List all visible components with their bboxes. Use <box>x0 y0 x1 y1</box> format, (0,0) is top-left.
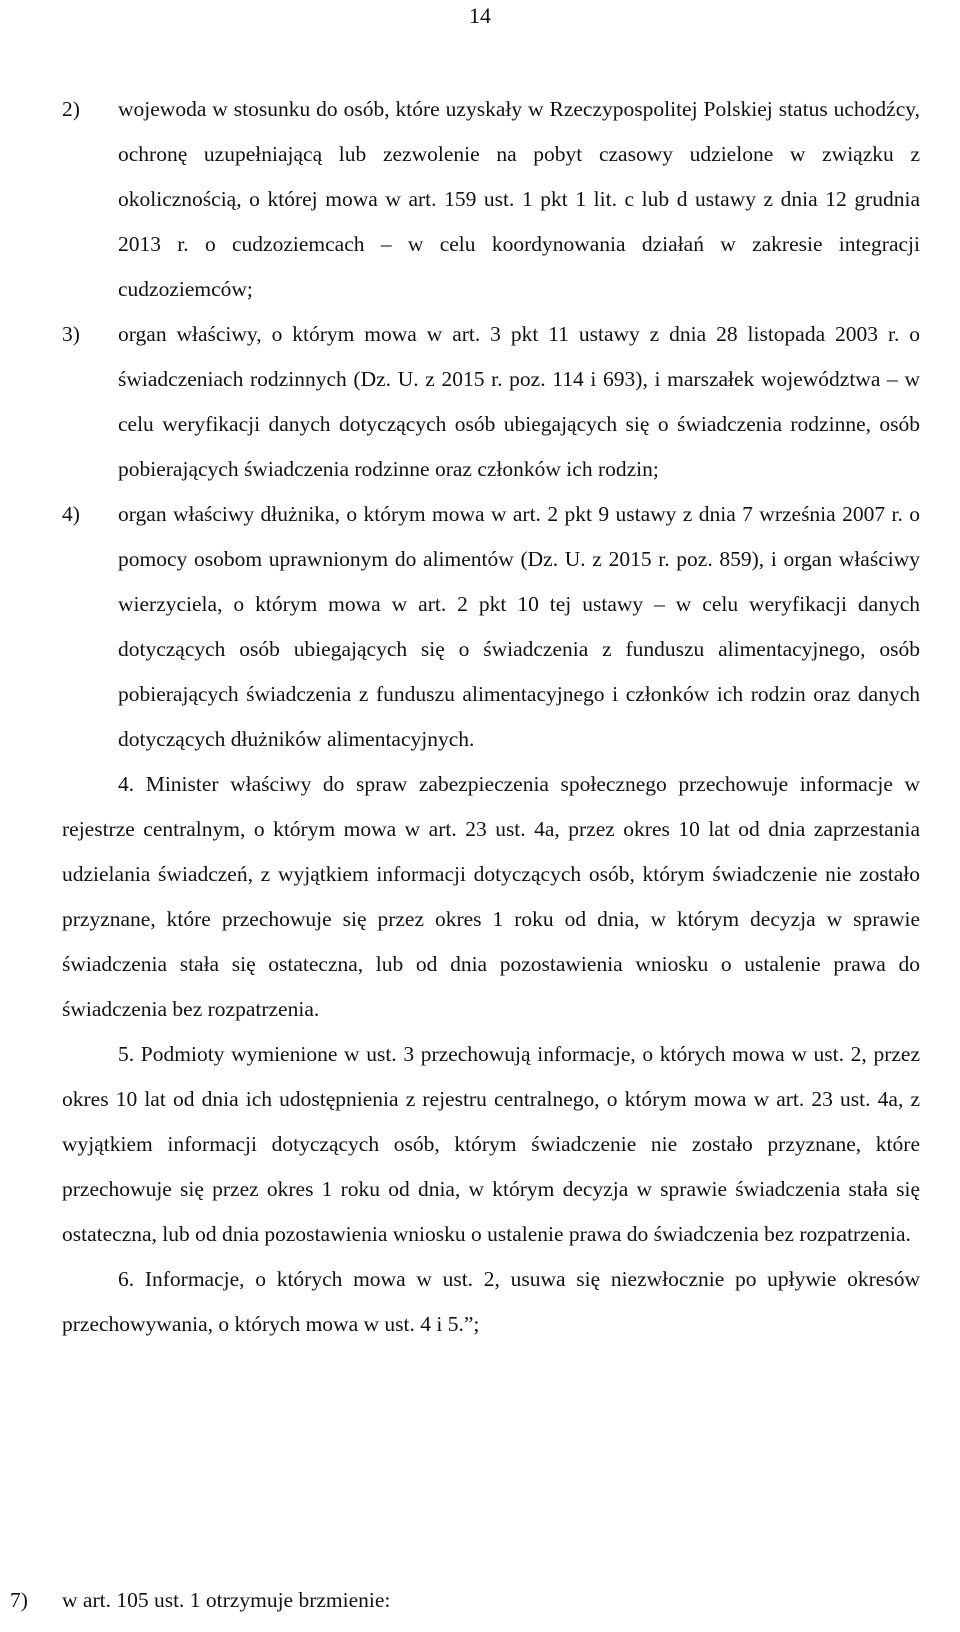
list-item-text: wojewoda w stosunku do osób, które uzyskały w Rzeczypospolitej Polskiej status uchodźcy, ochronę uzupełniającą lub zezwolenie na pobyt czasowy udzielone w związku z okolicznością, o której mowa w art. 159 ust. 1 pkt 1 lit. c lub d ustawy z dnia 12 grudnia 2013 r. o cudzoziemcach – w celu koordynowania działań w zakresie integracji cudzoziemców; <box>118 97 920 301</box>
document-body <box>62 87 920 1347</box>
list-item-7 <box>10 1578 390 1623</box>
list-item-text: organ właściwy, o którym mowa w art. 3 pkt 11 ustawy z dnia 28 listopada 2003 r. o świadczeniach rodzinnych (Dz. U. z 2015 r. poz. 114 i 693), i marszałek województwa – w celu weryfikacji danych dotyczących osób ubiegających się o świadczenia rodzinne, osób pobierających świadczenia rodzinne oraz członków ich rodzin; <box>118 322 920 481</box>
paragraph-4: 4. Minister właściwy do spraw zabezpieczenia społecznego przechowuje informacje w rejestrze centralnym, o którym mowa w art. 23 ust. 4a, przez okres 10 lat od dnia zaprzestania udzielania świadczeń, z wyjątkiem informacji dotyczących osób, którym świadczenie nie zostało przyznane, które przechowuje się przez okres 1 roku od dnia, w którym decyzja w sprawie świadczenia stała się ostateczna, lub od dnia pozostawienia wniosku o ustalenie prawa do świadczenia bez rozpatrzenia. <box>62 772 920 1021</box>
paragraph-6: 6. Informacje, o których mowa w ust. 2, usuwa się niezwłocznie po upływie okresów przechowywania, o których mowa w ust. 4 i 5.”; <box>62 1267 920 1336</box>
list-item-text: organ właściwy dłużnika, o którym mowa w art. 2 pkt 9 ustawy z dnia 7 września 2007 r. o pomocy osobom uprawnionym do alimentów (Dz. U. z 2015 r. poz. 859), i organ właściwy wierzyciela, o którym mowa w art. 2 pkt 10 tej ustawy – w celu weryfikacji danych dotyczących osób ubiegających się o świadczenia z funduszu alimentacyjnego, osób pobierających świadczenia z funduszu alimentacyjnego i członków ich rodzin oraz danych dotyczących dłużników alimentacyjnych. <box>118 502 920 751</box>
list-item-2 <box>62 87 920 312</box>
list-item-4 <box>62 492 920 762</box>
list-item-number: 3) <box>62 322 80 346</box>
list-item-number: 7) <box>10 1588 28 1612</box>
list-item-text: w art. 105 ust. 1 otrzymuje brzmienie: <box>62 1588 391 1612</box>
list-item-number: 4) <box>62 502 80 526</box>
list-item-3 <box>62 312 920 492</box>
list-item-number: 2) <box>62 97 80 121</box>
paragraph-5: 5. Podmioty wymienione w ust. 3 przechowują informacje, o których mowa w ust. 2, przez okres 10 lat od dnia ich udostępnienia z rejestru centralnego, o którym mowa w art. 23 ust. 4a, z wyjątkiem informacji dotyczących osób, którym świadczenie nie zostało przyznane, które przechowuje się przez okres 1 roku od dnia, w którym decyzja w sprawie świadczenia stała się ostateczna, lub od dnia pozostawienia wniosku o ustalenie prawa do świadczenia bez rozpatrzenia. <box>62 1042 920 1246</box>
page-number: 14 <box>469 3 491 28</box>
